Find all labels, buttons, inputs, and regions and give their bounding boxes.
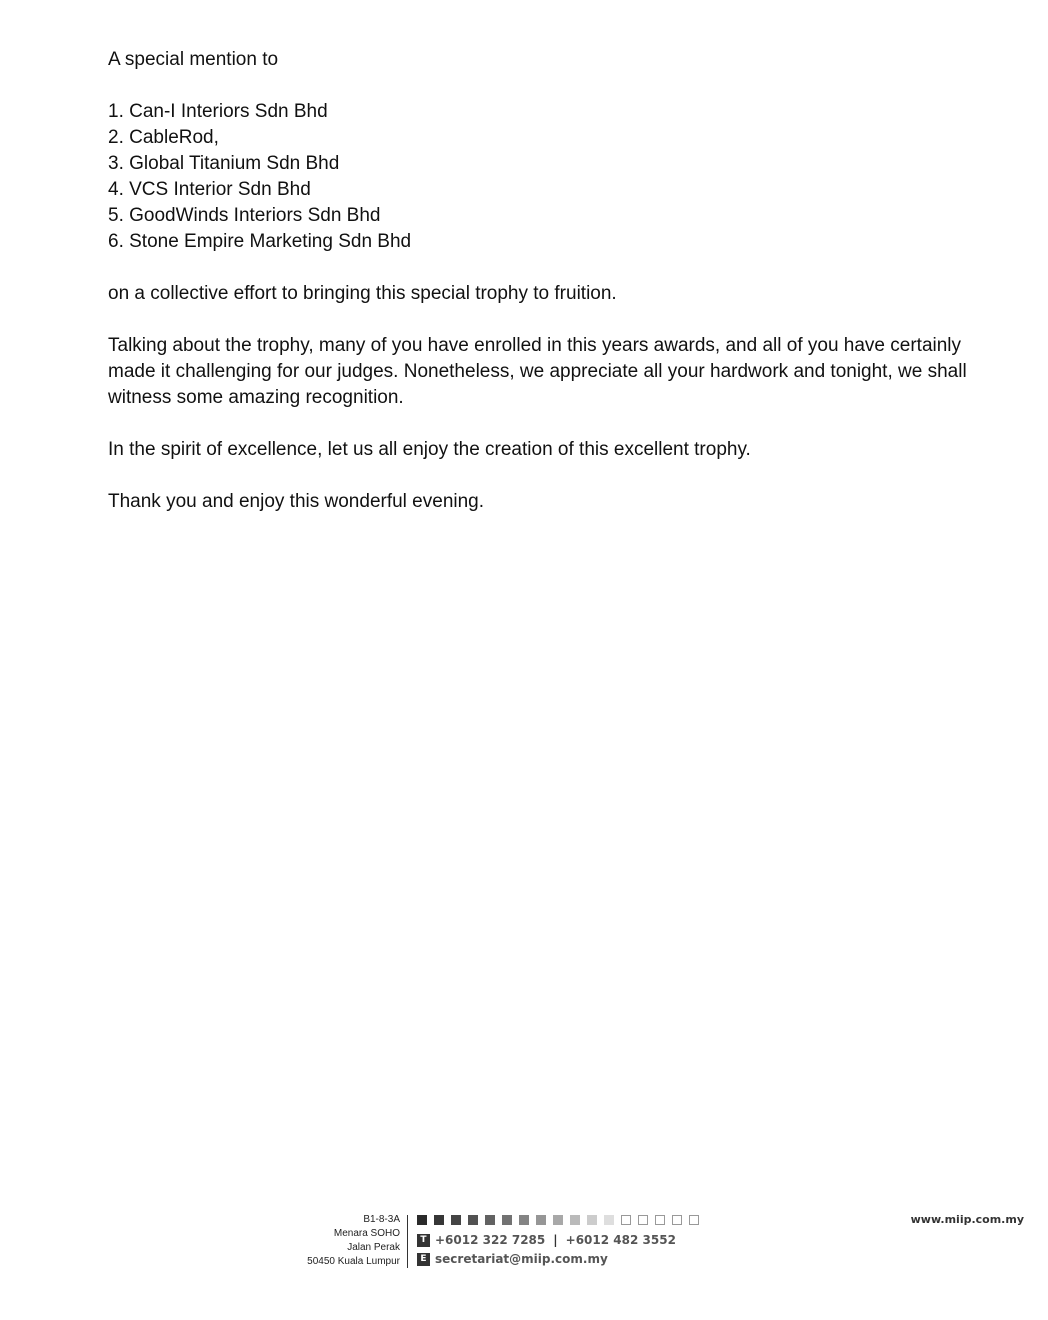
closing-paragraph: Thank you and enjoy this wonderful evening. <box>108 491 485 512</box>
website-link[interactable]: www.miip.com.my <box>910 1213 1024 1226</box>
email-link[interactable]: secretariat@miip.com.my <box>435 1252 608 1266</box>
phone-number[interactable]: +6012 482 3552 <box>565 1233 676 1247</box>
company-list <box>108 99 968 255</box>
paragraph: Talking about the trophy, many of you have enrolled in this years awards, and all of you have certainly made it challenging for our judges. Nonetheless, we appreciate all your hardwork and tonight, we shall witness some amazing recognition. <box>108 335 967 408</box>
footer-address <box>290 1213 400 1269</box>
paragraph: In the spirit of excellence, let us all enjoy the creation of this excellent trophy. <box>108 439 751 460</box>
gradient-swatch-row <box>417 1215 699 1225</box>
footer-divider <box>407 1215 408 1268</box>
address-line: Jalan Perak <box>347 1242 400 1253</box>
swatch-square <box>689 1215 699 1225</box>
letter-body <box>108 47 968 541</box>
swatch-square <box>485 1215 495 1225</box>
swatch-square <box>519 1215 529 1225</box>
swatch-square <box>587 1215 597 1225</box>
swatch-square <box>417 1215 427 1225</box>
list-item: 5. GoodWinds Interiors Sdn Bhd <box>108 205 381 226</box>
swatch-square <box>502 1215 512 1225</box>
swatch-square <box>468 1215 478 1225</box>
list-item: 6. Stone Empire Marketing Sdn Bhd <box>108 231 412 252</box>
paragraph: on a collective effort to bringing this special trophy to fruition. <box>108 283 617 304</box>
phone-number[interactable]: +6012 322 7285 <box>435 1233 546 1247</box>
phone-line <box>417 1233 676 1247</box>
swatch-square <box>672 1215 682 1225</box>
swatch-square <box>451 1215 461 1225</box>
list-item: 1. Can-I Interiors Sdn Bhd <box>108 101 328 122</box>
swatch-square <box>434 1215 444 1225</box>
swatch-square <box>553 1215 563 1225</box>
intro-text: A special mention to <box>108 49 279 70</box>
phone-separator: | <box>553 1233 558 1247</box>
email-badge-icon: E <box>417 1253 430 1266</box>
list-item: 3. Global Titanium Sdn Bhd <box>108 153 340 174</box>
swatch-square <box>536 1215 546 1225</box>
swatch-square <box>570 1215 580 1225</box>
list-item: 4. VCS Interior Sdn Bhd <box>108 179 311 200</box>
swatch-square <box>638 1215 648 1225</box>
phone-badge-icon: T <box>417 1234 430 1247</box>
swatch-square <box>604 1215 614 1225</box>
swatch-square <box>655 1215 665 1225</box>
list-item: 2. CableRod, <box>108 127 219 148</box>
email-line <box>417 1252 608 1266</box>
address-line: B1-8-3A <box>363 1214 400 1225</box>
swatch-square <box>621 1215 631 1225</box>
address-line: Menara SOHO <box>333 1228 400 1239</box>
address-line: 50450 Kuala Lumpur <box>307 1256 400 1267</box>
